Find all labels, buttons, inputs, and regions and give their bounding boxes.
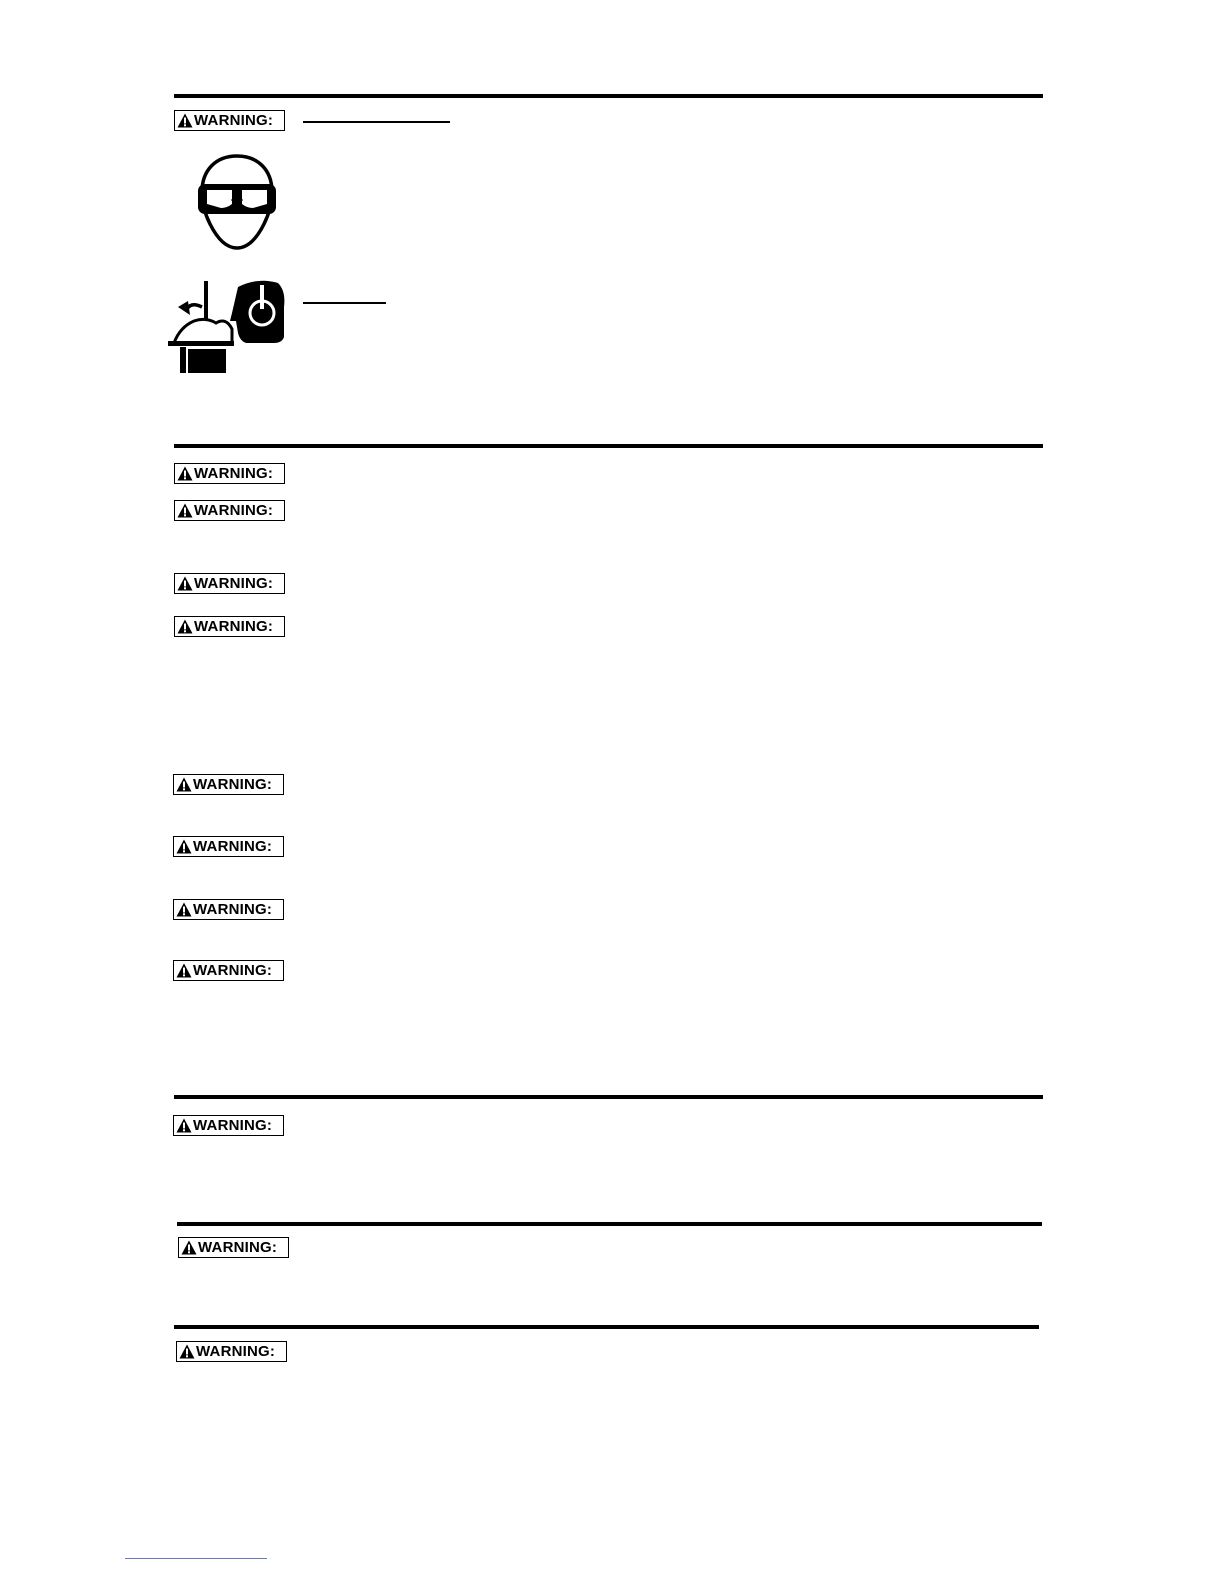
warning-badge — [174, 616, 285, 637]
warning-label: WARNING: — [193, 1117, 273, 1134]
warning-badge — [174, 463, 285, 484]
warning-label: WARNING: — [194, 465, 274, 482]
warning-label: WARNING: — [194, 112, 274, 129]
warning-triangle-icon — [176, 963, 192, 978]
heading-underline — [303, 302, 386, 304]
warning-badge — [173, 774, 284, 795]
section-rule-5 — [174, 1325, 1039, 1329]
warning-label: WARNING: — [194, 575, 274, 592]
warning-label: WARNING: — [193, 776, 273, 793]
heading-underline — [303, 121, 450, 123]
safety-goggles-face-icon — [194, 152, 280, 252]
warning-badge — [174, 573, 285, 594]
warning-triangle-icon — [181, 1240, 197, 1255]
warning-label: WARNING: — [193, 962, 273, 979]
warning-label: WARNING: — [193, 838, 273, 855]
warning-badge — [174, 110, 285, 131]
warning-triangle-icon — [176, 777, 192, 792]
warning-triangle-icon — [177, 619, 193, 634]
warning-label: WARNING: — [194, 618, 274, 635]
warning-triangle-icon — [177, 113, 193, 128]
warning-label: WARNING: — [196, 1343, 276, 1360]
section-rule-2 — [174, 444, 1043, 448]
warning-triangle-icon — [177, 503, 193, 518]
warning-label: WARNING: — [198, 1239, 278, 1256]
section-rule-3 — [174, 1095, 1043, 1099]
warning-triangle-icon — [176, 1118, 192, 1133]
warning-badge — [176, 1341, 287, 1362]
warning-badge — [174, 500, 285, 521]
footer-link-underline[interactable] — [125, 1558, 267, 1559]
warning-label: WARNING: — [194, 502, 274, 519]
section-rule-1 — [174, 94, 1043, 98]
section-rule-4 — [177, 1222, 1042, 1226]
warning-triangle-icon — [176, 902, 192, 917]
warning-badge — [173, 899, 284, 920]
warning-badge — [178, 1237, 289, 1258]
warning-badge — [173, 836, 284, 857]
warning-badge — [173, 960, 284, 981]
warning-triangle-icon — [177, 466, 193, 481]
falling-debris-hearing-protection-icon — [166, 277, 286, 377]
warning-triangle-icon — [179, 1344, 195, 1359]
warning-label: WARNING: — [193, 901, 273, 918]
warning-triangle-icon — [177, 576, 193, 591]
warning-triangle-icon — [176, 839, 192, 854]
warning-badge — [173, 1115, 284, 1136]
